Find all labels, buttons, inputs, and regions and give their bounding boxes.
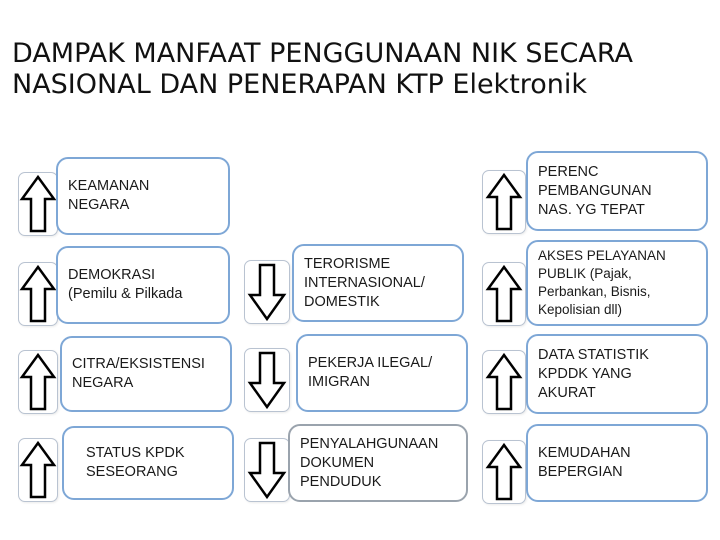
card-text: PENYALAHGUNAAN DOKUMEN PENDUDUK	[300, 435, 439, 490]
down-arrow-icon	[245, 439, 289, 501]
card-text: DATA STATISTIK KPDDK YANG AKURAT	[538, 346, 649, 401]
card-text: DEMOKRASI (Pemilu & Pilkada	[68, 267, 183, 302]
up-arrow-icon	[19, 173, 57, 235]
impact-card-status	[62, 426, 234, 500]
title-line-1: DAMPAK MANFAAT PENGGUNAAN NIK SECARA	[12, 38, 633, 69]
arrow-box-left-1	[18, 172, 58, 236]
impact-card-perencanaan	[526, 151, 708, 231]
up-arrow-icon	[483, 351, 525, 413]
card-text: PERENC PEMBANGUNAN NAS. YG TEPAT	[538, 163, 652, 218]
impact-card-terorisme	[292, 244, 464, 322]
card-text: CITRA/EKSISTENSI NEGARA	[72, 356, 205, 391]
card-text: KEMUDAHAN BEPERGIAN	[538, 445, 631, 480]
up-arrow-icon	[483, 441, 525, 503]
arrow-box-right-3	[482, 350, 526, 414]
up-arrow-icon	[19, 351, 57, 413]
arrow-box-mid-3	[244, 438, 290, 502]
arrow-box-left-2	[18, 262, 58, 326]
card-text: KEAMANAN NEGARA	[68, 178, 150, 213]
arrow-box-left-4	[18, 438, 58, 502]
impact-card-citra	[60, 336, 232, 412]
arrow-box-mid-1	[244, 260, 290, 324]
title-line-2: NASIONAL DAN PENERAPAN KTP Elektronik	[12, 69, 588, 100]
card-text: TERORISME INTERNASIONAL/ DOMESTIK	[304, 255, 425, 310]
card-text: PEKERJA ILEGAL/ IMIGRAN	[308, 355, 433, 390]
impact-card-pekerja	[296, 334, 468, 412]
arrow-box-mid-2	[244, 348, 290, 412]
impact-card-keamanan	[56, 157, 230, 235]
impact-card-kemudahan	[526, 424, 708, 502]
up-arrow-icon	[483, 171, 525, 233]
up-arrow-icon	[483, 263, 525, 325]
impact-card-data-statistik	[526, 334, 708, 414]
slide-title	[12, 38, 712, 100]
card-text: AKSES PELAYANAN PUBLIK (Pajak, Perbankan, Bisnis, Kepolisian dll)	[538, 248, 666, 317]
up-arrow-icon	[19, 263, 57, 325]
impact-card-penyalahgunaan	[288, 424, 468, 502]
impact-card-demokrasi	[56, 246, 230, 324]
down-arrow-icon	[245, 261, 289, 323]
up-arrow-icon	[19, 439, 57, 501]
card-text: STATUS KPDK SESEORANG	[86, 445, 185, 480]
impact-card-akses	[526, 240, 708, 326]
arrow-box-left-3	[18, 350, 58, 414]
arrow-box-right-4	[482, 440, 526, 504]
arrow-box-right-1	[482, 170, 526, 234]
down-arrow-icon	[245, 349, 289, 411]
arrow-box-right-2	[482, 262, 526, 326]
